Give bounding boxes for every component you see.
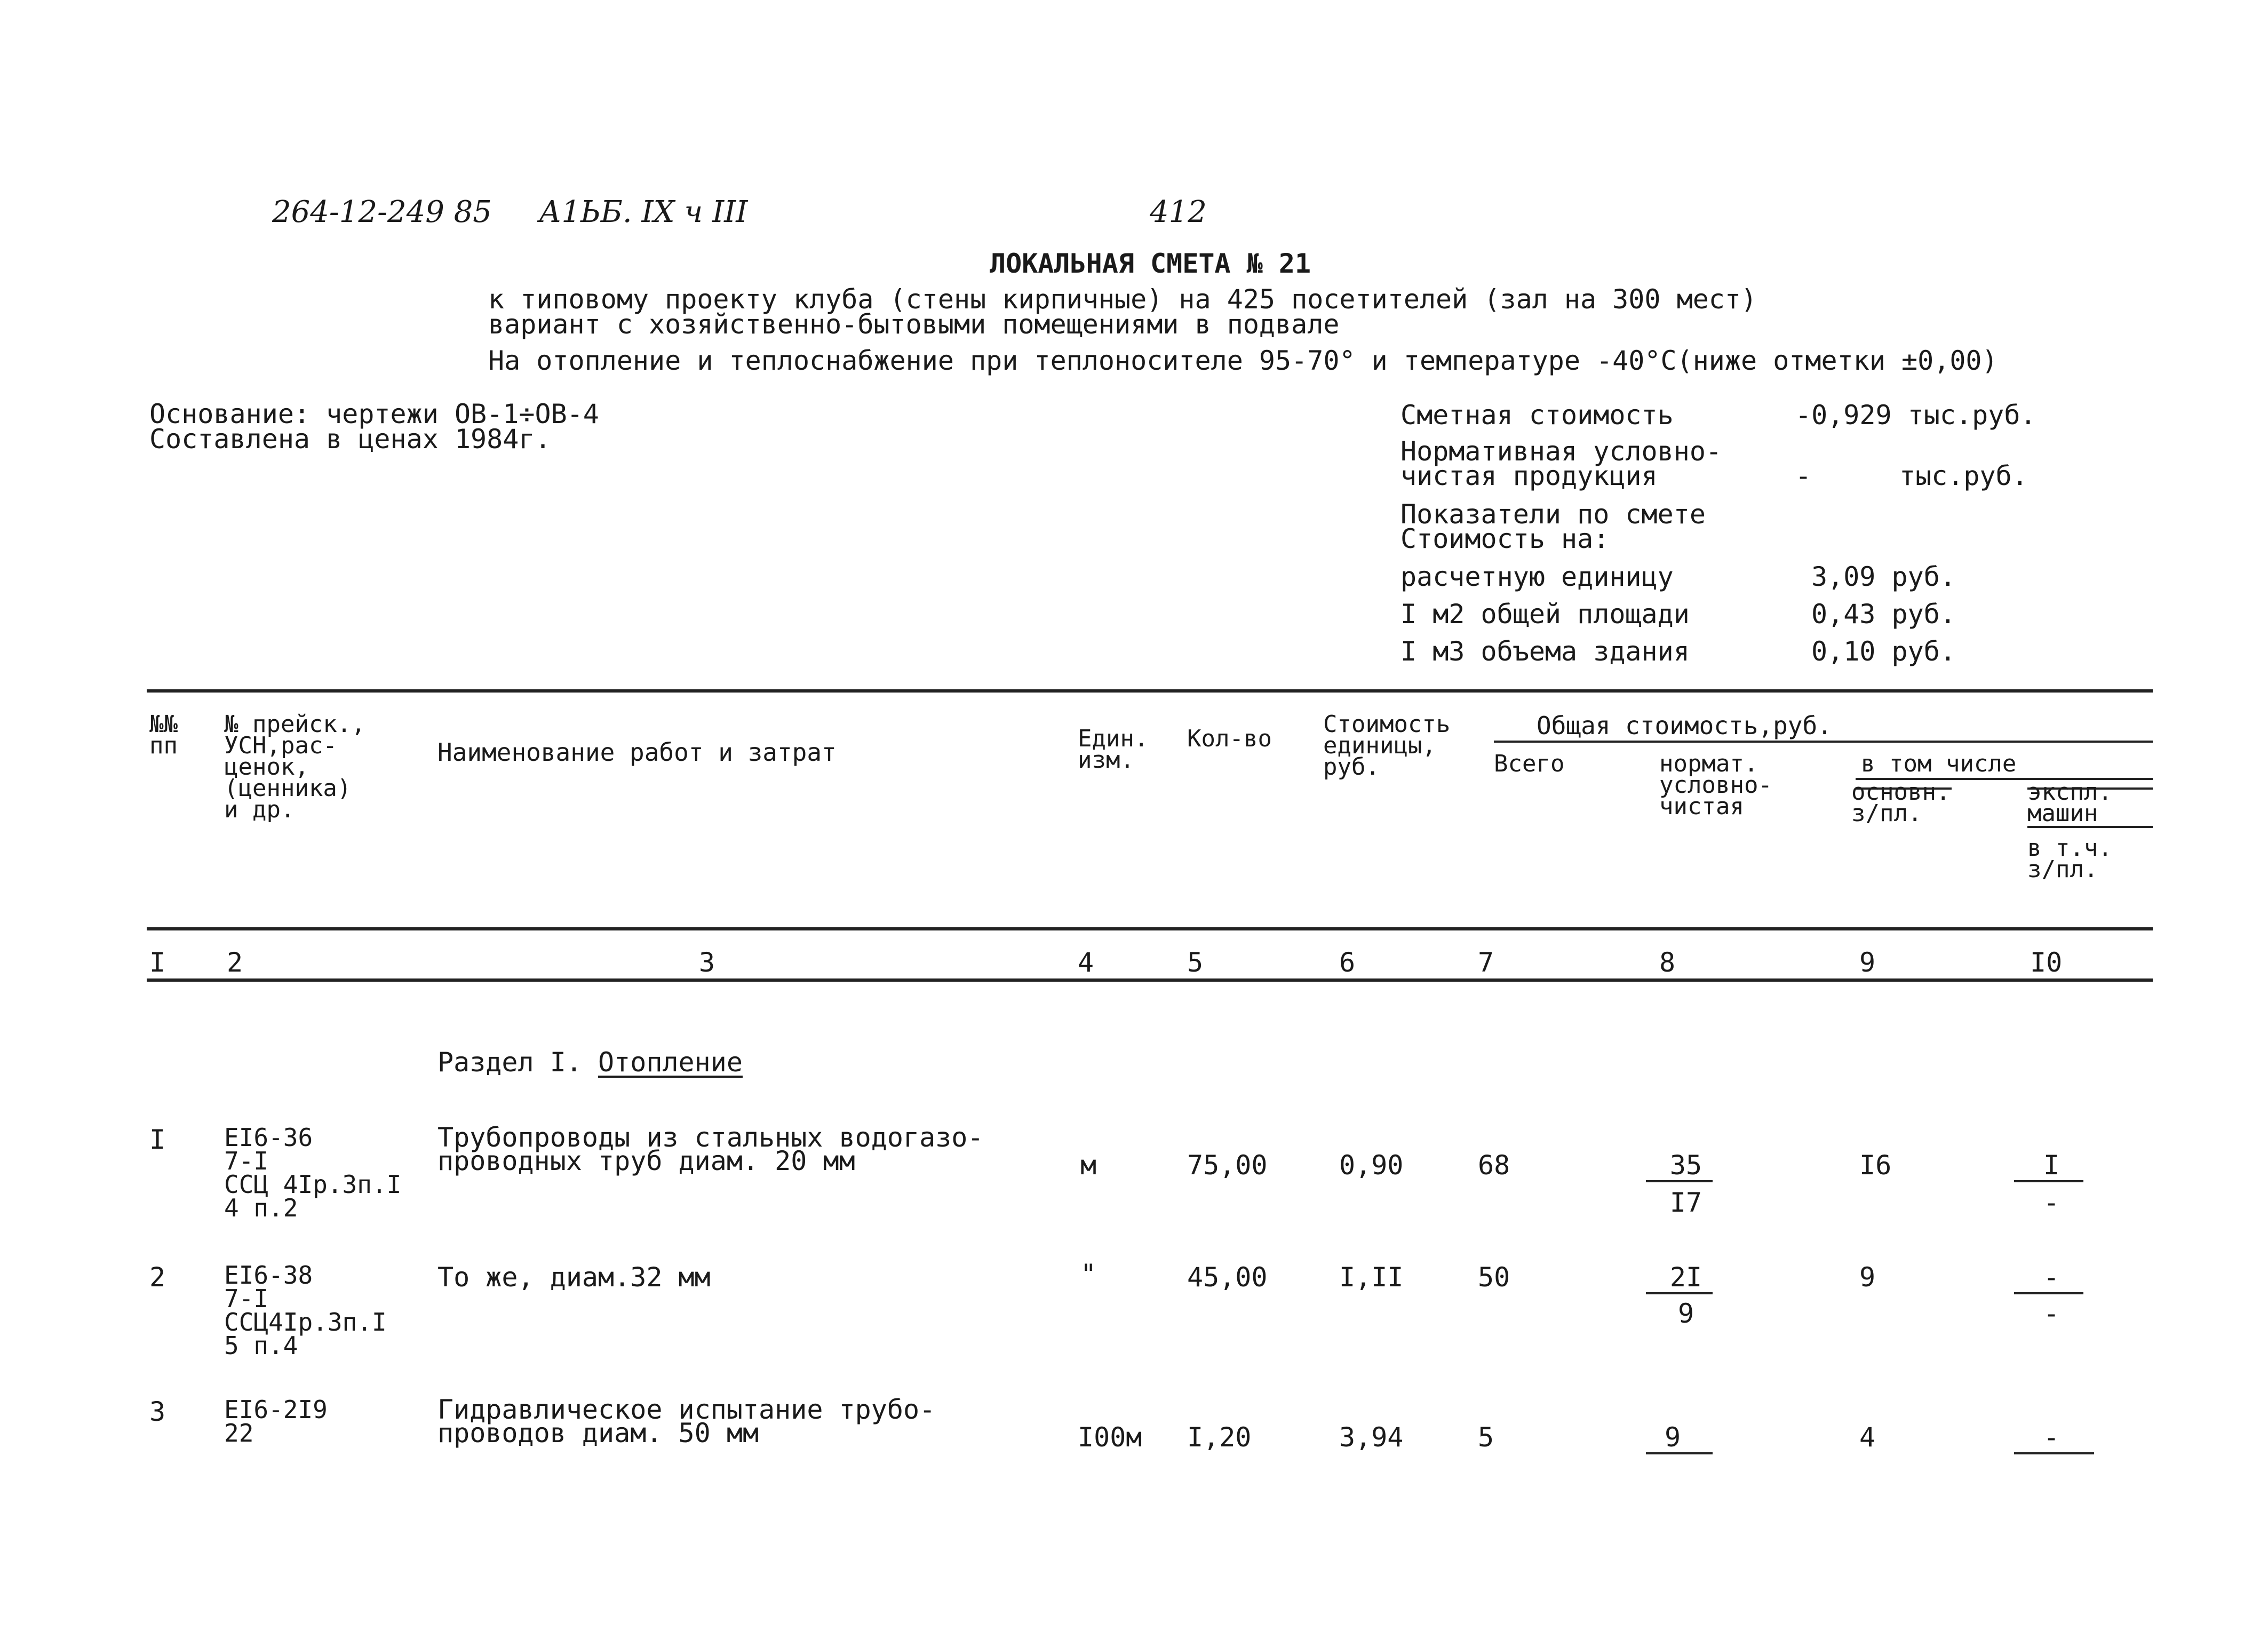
summary-norm-label-2: чистая продукция (1400, 460, 1658, 491)
column-number-3: 3 (699, 947, 715, 978)
table-top-rule (147, 689, 2153, 693)
col-header-machines-wage: в т.ч. з/пл. (2027, 834, 2112, 883)
column-number-6: 6 (1339, 947, 1356, 978)
album-stamp: А1ЬБ. IX ч III (539, 195, 748, 229)
col-header-qty: Кол-во (1187, 725, 1272, 752)
row-norm-fraction-line (1646, 1452, 1713, 1454)
summary-area-label: I м2 общей площади (1400, 599, 1690, 630)
col-header-norm: нормат. условно- чистая (1659, 750, 1772, 820)
col-header-total: Всего (1494, 750, 1565, 777)
summary-area-value: 0,43 руб. (1811, 599, 1956, 630)
col-header-incl-group: в том числе (1861, 750, 2017, 777)
column-number-10: I0 (2030, 947, 2063, 978)
row-machines-top: - (2043, 1422, 2060, 1453)
col-header-name: Наименование работ и затрат (437, 738, 837, 767)
document-code-stamp: 264-12-249 85 (272, 195, 492, 229)
row-wage: I6 (1859, 1150, 1892, 1181)
row-wage: 4 (1859, 1422, 1876, 1453)
row-machines-fraction-line (2014, 1292, 2083, 1294)
col-header-total-group: Общая стоимость,руб. (1537, 711, 1832, 740)
column-number-7: 7 (1478, 947, 1494, 978)
row-number: 3 (149, 1396, 166, 1427)
row-work-name: Трубопроводы из стальных водогазо- проводных труб диам. 20 мм (437, 1122, 984, 1176)
row-unit: I00м (1078, 1422, 1142, 1453)
section-prefix: Раздел I. (437, 1047, 582, 1078)
column-number-2: 2 (227, 947, 243, 978)
row-machines-fraction-line (2014, 1180, 2083, 1182)
row-machines-bottom: - (2043, 1187, 2060, 1218)
row-norm-top: 2I (1669, 1262, 1702, 1293)
row-norm-top: 35 (1669, 1150, 1702, 1181)
row-total: 68 (1478, 1150, 1510, 1181)
col-header-code: № прейск., УСН,рас- ценок, (ценника) и др. (224, 711, 365, 823)
row-norm-bottom: I7 (1669, 1187, 1702, 1218)
summary-unit-label: расчетную единицу (1400, 561, 1674, 592)
row-unit-price: 0,90 (1339, 1150, 1404, 1181)
row-unit-price: 3,94 (1339, 1422, 1404, 1453)
row-total: 5 (1478, 1422, 1494, 1453)
summary-cost-per-label: Стоимость на: (1400, 523, 1610, 554)
col-header-wage: основн. з/пл. (1851, 778, 1951, 827)
row-quantity: 45,00 (1187, 1262, 1268, 1293)
row-machines-top: I (2043, 1150, 2060, 1181)
row-wage: 9 (1859, 1262, 1876, 1293)
col-header-number: №№ пп (149, 711, 178, 759)
basis-prices: Составлена в ценах 1984г. (149, 424, 551, 455)
row-work-name: То же, диам.32 мм (437, 1262, 711, 1293)
summary-cost-value: -0,929 тыс.руб. (1795, 400, 2036, 431)
row-total: 50 (1478, 1262, 1510, 1293)
row-unit: " (1080, 1259, 1097, 1290)
row-norm-top: 9 (1664, 1422, 1681, 1453)
row-norm-fraction-line (1646, 1292, 1713, 1294)
col-header-unit: Един. изм. (1078, 725, 1149, 774)
row-norm-fraction-line (1646, 1180, 1713, 1182)
summary-volume-value: 0,10 руб. (1811, 636, 1956, 667)
row-price-code: EI6-36 7-I ССЦ 4Iр.3п.I 4 п.2 (224, 1123, 402, 1222)
row-machines-bottom: - (2043, 1298, 2060, 1329)
page-number: 412 (1150, 195, 1207, 229)
row-number: I (149, 1124, 166, 1155)
row-price-code: EI6-38 7-I ССЦ4Iр.3п.I 5 п.4 (224, 1261, 387, 1360)
col-header-unit-price: Стоимость единицы, руб. (1323, 711, 1451, 781)
column-number-9: 9 (1859, 947, 1876, 978)
summary-norm-label-1: Нормативная условно- (1400, 436, 1722, 467)
summary-cost-label: Сметная стоимость (1400, 400, 1674, 431)
column-number-4: 4 (1078, 947, 1094, 978)
summary-norm-dash: - (1795, 460, 1812, 491)
document-title: ЛОКАЛЬНАЯ СМЕТА № 21 (990, 248, 1311, 279)
column-numbers-rule (147, 978, 2153, 982)
summary-unit-value: 3,09 руб. (1811, 561, 1956, 592)
section-heading (437, 1048, 743, 1076)
summary-norm-unit: тыс.руб. (1899, 460, 2028, 491)
column-number-1: I (149, 947, 166, 978)
row-machines-fraction-line (2014, 1452, 2094, 1454)
col-header-machines: экспл. машин (2027, 778, 2112, 827)
section-name: Отопление (598, 1047, 743, 1078)
subtitle-scope: На отопление и теплоснабжение при теплоносителе 95-70° и температуре -40°С(ниже отметки ±0,00) (488, 345, 1998, 376)
row-norm-bottom: 9 (1677, 1298, 1694, 1329)
row-unit: м (1080, 1150, 1097, 1181)
row-machines-top: - (2043, 1262, 2060, 1293)
subtitle-variant: вариант с хозяйственно-бытовыми помещениями в подвале (488, 309, 1340, 340)
row-unit-price: I,II (1339, 1262, 1404, 1293)
row-work-name: Гидравлическое испытание трубо- проводов диам. 50 мм (437, 1394, 936, 1449)
row-quantity: I,20 (1187, 1422, 1252, 1453)
column-number-5: 5 (1187, 947, 1204, 978)
summary-volume-label: I м3 объема здания (1400, 636, 1690, 667)
row-quantity: 75,00 (1187, 1150, 1268, 1181)
summary-indicators-title: Показатели по смете (1400, 499, 1706, 530)
subtitle-project: к типовому проекту клуба (стены кирпичные) на 425 посетителей (зал на 300 мест) (488, 284, 1757, 315)
basis-drawings: Основание: чертежи ОВ-1÷ОВ-4 (149, 399, 599, 429)
row-number: 2 (149, 1262, 166, 1293)
header-bottom-rule (147, 927, 2153, 930)
row-price-code: EI6-2I9 22 (224, 1395, 328, 1447)
total-group-underline (1494, 741, 2153, 743)
column-number-8: 8 (1659, 947, 1676, 978)
